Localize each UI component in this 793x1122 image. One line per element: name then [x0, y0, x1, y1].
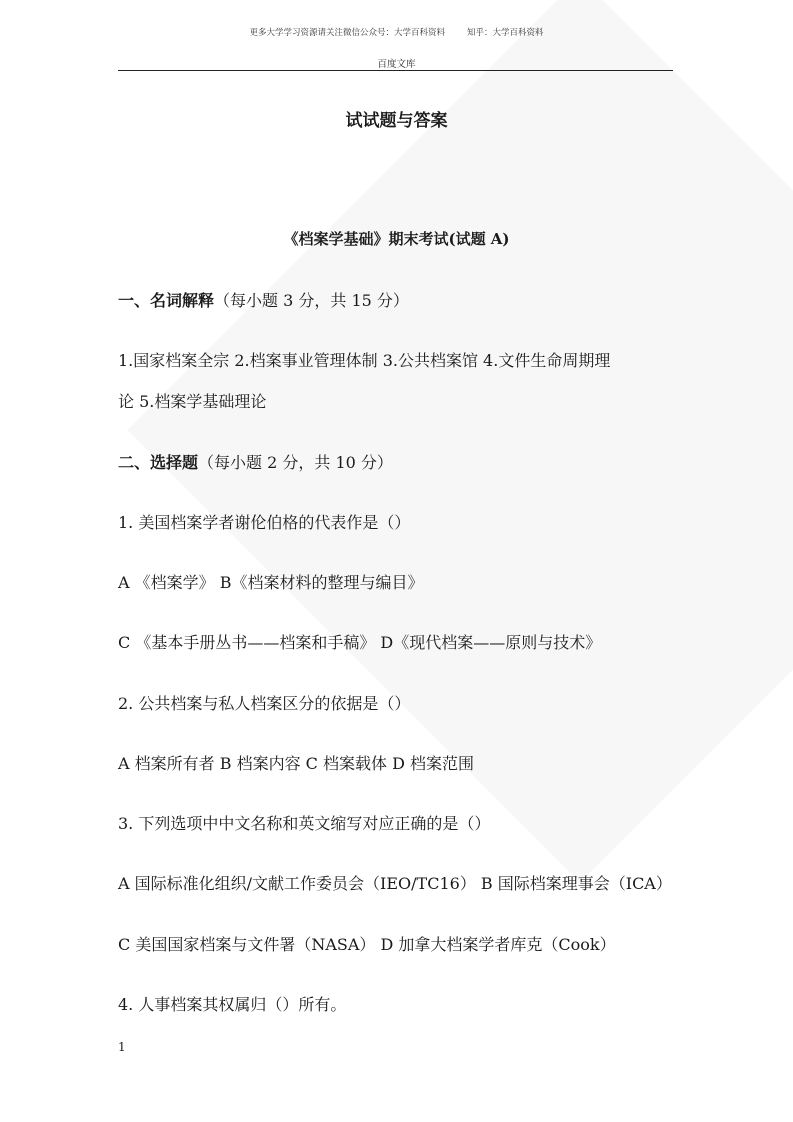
exam-title: 《档案学基础》期末考试(试题 A) [283, 230, 510, 248]
question-1-options-ab: A 《档案学》 B《档案材料的整理与编目》 [118, 573, 424, 592]
section1-line-1: 1.国家档案全宗 2.档案事业管理体制 3.公共档案馆 4.文件生命周期理 [118, 351, 611, 370]
question-3-options-cd: C 美国国家档案与文件署（NASA） D 加拿大档案学者库克（Cook） [118, 935, 616, 954]
section1-heading: 一、名词解释 [118, 291, 215, 310]
section2-heading: 二、选择题 [118, 453, 199, 472]
section2-heading-line [118, 450, 678, 473]
page-header [0, 26, 793, 38]
question-2: 2. 公共档案与私人档案区分的依据是（） [118, 694, 411, 713]
header-divider [118, 70, 673, 71]
question-3-options-ab: A 国际标准化组织/文献工作委员会（IEO/TC16） B 国际档案理事会（ICA） [118, 874, 672, 893]
question-1-options-cd: C 《基本手册丛书——档案和手稿》 D《现代档案——原则与技术》 [118, 633, 602, 652]
site-name: 百度文库 [377, 59, 416, 70]
section1-note: （每小题 3 分，共 15 分） [214, 291, 409, 310]
question-3: 3. 下列选项中中文名称和英文缩写对应正确的是（） [118, 814, 491, 833]
question-1: 1. 美国档案学者谢伦伯格的代表作是（） [118, 513, 411, 532]
question-4: 4. 人事档案其权属归（）所有。 [118, 995, 347, 1014]
section1-heading-line [118, 288, 678, 311]
question-2-options: A 档案所有者 B 档案内容 C 档案载体 D 档案范围 [118, 754, 474, 773]
section2-note: （每小题 2 分，共 10 分） [198, 453, 393, 472]
section1-line-2: 论 5.档案学基础理论 [118, 392, 267, 411]
page-number: 1 [118, 1040, 126, 1054]
header-zhihu-text: 知乎：大学百科资料 [467, 28, 544, 38]
document-title: 试试题与答案 [345, 111, 448, 131]
header-promo-text: 更多大学学习资源请关注微信公众号：大学百科资料 [249, 28, 445, 38]
